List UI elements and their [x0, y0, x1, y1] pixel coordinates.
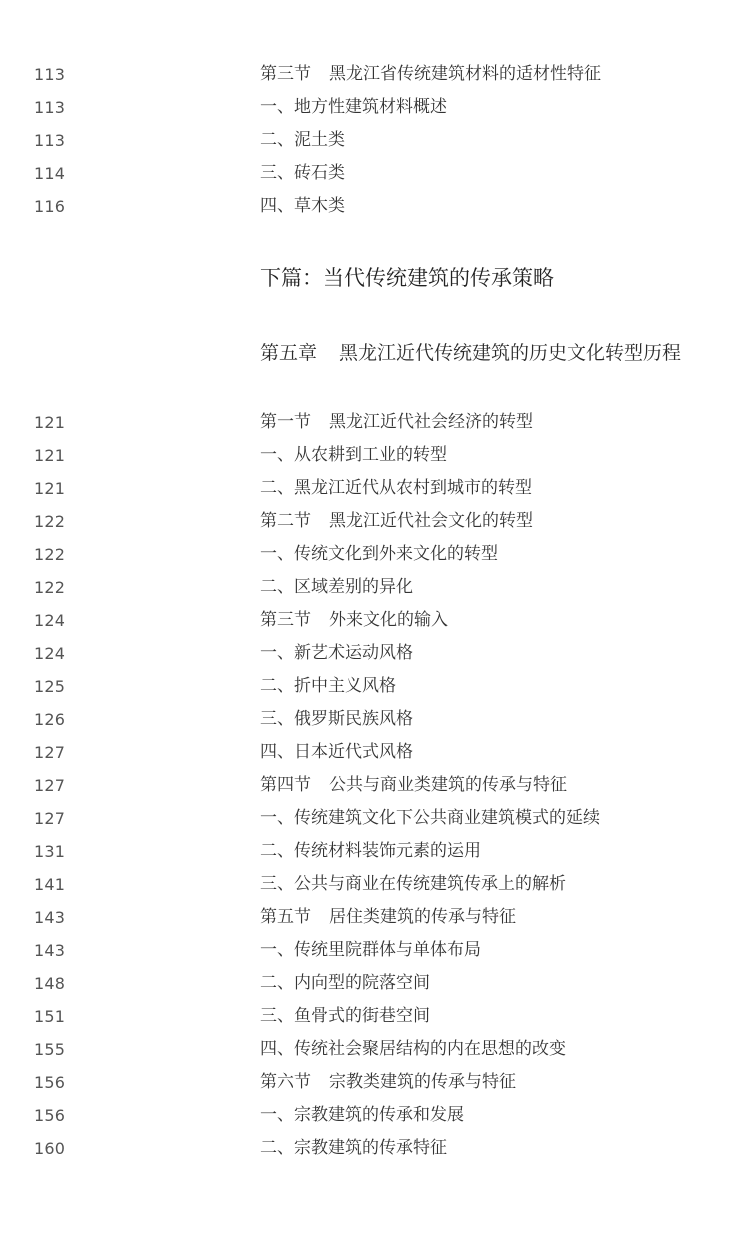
toc-page-number: 148 [34, 974, 66, 993]
toc-page-number: 143 [34, 908, 66, 927]
toc-entry-text: 三、鱼骨式的街巷空间 [260, 1006, 430, 1026]
toc-entry [260, 802, 600, 835]
toc-entry [260, 703, 413, 736]
toc-entry [260, 1099, 464, 1132]
toc-entry-text: 二、内向型的院落空间 [260, 973, 430, 993]
chapter-title [260, 338, 681, 365]
toc-entry [260, 769, 567, 802]
toc-item-row [0, 736, 750, 769]
toc-page-number: 127 [34, 809, 66, 828]
toc-entry-text: 三、俄罗斯民族风格 [260, 709, 413, 729]
toc-entry [260, 670, 396, 703]
toc-entry-text: 二、区域差别的异化 [260, 577, 413, 597]
toc-page-number: 155 [34, 1040, 66, 1059]
toc-item-row [0, 835, 750, 868]
toc-item-row [0, 1099, 750, 1132]
toc-page-number: 113 [34, 65, 66, 84]
toc-entry [260, 868, 566, 901]
toc-item-row [0, 637, 750, 670]
toc-item-row [0, 703, 750, 736]
toc-item-row [0, 91, 750, 124]
part-title: 下篇：当代传统建筑的传承策略 [260, 266, 554, 290]
toc-page-number: 116 [34, 197, 66, 216]
toc-entry-text: 一、传统里院群体与单体布局 [260, 940, 481, 960]
toc-entry-text: 一、传统建筑文化下公共商业建筑模式的延续 [260, 808, 600, 828]
toc-page-number: 122 [34, 578, 66, 597]
toc-section-number: 第一节 [260, 412, 311, 432]
toc-page-number: 113 [34, 98, 66, 117]
toc-entry [260, 637, 413, 670]
toc-page-number: 121 [34, 446, 66, 465]
toc-item-row [0, 538, 750, 571]
toc-entry [260, 472, 532, 505]
toc-entry-text: 一、传统文化到外来文化的转型 [260, 544, 498, 564]
toc-page-number: 121 [34, 479, 66, 498]
toc-section-row [0, 769, 750, 802]
toc-entry [260, 1000, 430, 1033]
toc-entry [260, 157, 345, 190]
toc-entry-text: 三、砖石类 [260, 163, 345, 183]
toc-item-row [0, 157, 750, 190]
toc-section-row [0, 901, 750, 934]
toc-item-row [0, 967, 750, 1000]
toc-item-row [0, 934, 750, 967]
toc-entry-text: 一、宗教建筑的传承和发展 [260, 1105, 464, 1125]
toc-entry-text: 二、传统材料装饰元素的运用 [260, 841, 481, 861]
toc-item-row [0, 472, 750, 505]
toc-page-number: 114 [34, 164, 66, 183]
toc-page-number: 127 [34, 743, 66, 762]
toc-page-number: 143 [34, 941, 66, 960]
toc-item-row [0, 1132, 750, 1165]
toc-page-number: 126 [34, 710, 66, 729]
toc-entry [260, 967, 430, 1000]
toc-page-number: 113 [34, 131, 66, 150]
toc-entry [260, 439, 447, 472]
toc-page-number: 122 [34, 545, 66, 564]
chapter-number: 第五章 [260, 342, 318, 364]
toc-entry [260, 124, 345, 157]
toc-entry-text: 黑龙江近代社会文化的转型 [329, 511, 533, 531]
toc-top-block [0, 58, 750, 223]
toc-entry [260, 604, 448, 637]
toc-page-number: 160 [34, 1139, 66, 1158]
toc-entry [260, 835, 481, 868]
toc-entry-text: 一、地方性建筑材料概述 [260, 97, 447, 117]
toc-section-number: 第六节 [260, 1072, 311, 1092]
toc-section-row [0, 406, 750, 439]
toc-page-number: 141 [34, 875, 66, 894]
toc-entry-text: 三、公共与商业在传统建筑传承上的解析 [260, 874, 566, 894]
toc-entry-text: 宗教类建筑的传承与特征 [329, 1072, 516, 1092]
toc-section-number: 第二节 [260, 511, 311, 531]
toc-entry-text: 四、日本近代式风格 [260, 742, 413, 762]
toc-entry-text: 黑龙江省传统建筑材料的适材性特征 [329, 64, 601, 84]
toc-entry [260, 1066, 516, 1099]
toc-entry [260, 538, 498, 571]
toc-entry [260, 571, 413, 604]
toc-page-number: 124 [34, 611, 66, 630]
toc-entry [260, 58, 601, 91]
toc-section-row [0, 1066, 750, 1099]
toc-item-row [0, 1033, 750, 1066]
toc-section-number: 第五节 [260, 907, 311, 927]
toc-section-row [0, 604, 750, 637]
toc-item-row [0, 124, 750, 157]
toc-entry [260, 1132, 447, 1165]
toc-item-row [0, 439, 750, 472]
toc-entry-text: 黑龙江近代社会经济的转型 [329, 412, 533, 432]
toc-entry-text: 二、宗教建筑的传承特征 [260, 1138, 447, 1158]
toc-entry-text: 一、从农耕到工业的转型 [260, 445, 447, 465]
toc-entry [260, 901, 516, 934]
toc-page-number: 131 [34, 842, 66, 861]
toc-entry [260, 406, 533, 439]
toc-item-row [0, 571, 750, 604]
toc-entry [260, 190, 345, 223]
toc-page-number: 124 [34, 644, 66, 663]
toc-page-number: 122 [34, 512, 66, 531]
toc-entry-text: 四、草木类 [260, 196, 345, 216]
toc-item-row [0, 802, 750, 835]
toc-entry-text: 一、新艺术运动风格 [260, 643, 413, 663]
toc-item-row [0, 1000, 750, 1033]
toc-section-row [0, 58, 750, 91]
toc-entry [260, 736, 413, 769]
toc-entry-text: 二、折中主义风格 [260, 676, 396, 696]
toc-entry-text: 二、泥土类 [260, 130, 345, 150]
toc-item-row [0, 670, 750, 703]
toc-page-number: 127 [34, 776, 66, 795]
toc-entry [260, 91, 447, 124]
toc-entry-text: 二、黑龙江近代从农村到城市的转型 [260, 478, 532, 498]
toc-entry [260, 505, 533, 538]
toc-bottom-block [0, 406, 750, 1165]
toc-page-number: 121 [34, 413, 66, 432]
toc-page-number: 125 [34, 677, 66, 696]
toc-section-number: 第四节 [260, 775, 311, 795]
toc-entry [260, 1033, 566, 1066]
toc-entry-text: 公共与商业类建筑的传承与特征 [329, 775, 567, 795]
toc-page-number: 156 [34, 1073, 66, 1092]
toc-section-number: 第三节 [260, 610, 311, 630]
toc-item-row [0, 190, 750, 223]
toc-item-row [0, 868, 750, 901]
toc-page-number: 156 [34, 1106, 66, 1125]
toc-section-number: 第三节 [260, 64, 311, 84]
toc-entry-text: 四、传统社会聚居结构的内在思想的改变 [260, 1039, 566, 1059]
toc-entry [260, 934, 481, 967]
toc-section-row [0, 505, 750, 538]
chapter-title-text: 黑龙江近代传统建筑的历史文化转型历程 [339, 342, 682, 364]
toc-entry-text: 居住类建筑的传承与特征 [329, 907, 516, 927]
toc-entry-text: 外来文化的输入 [329, 610, 448, 630]
toc-page-number: 151 [34, 1007, 66, 1026]
